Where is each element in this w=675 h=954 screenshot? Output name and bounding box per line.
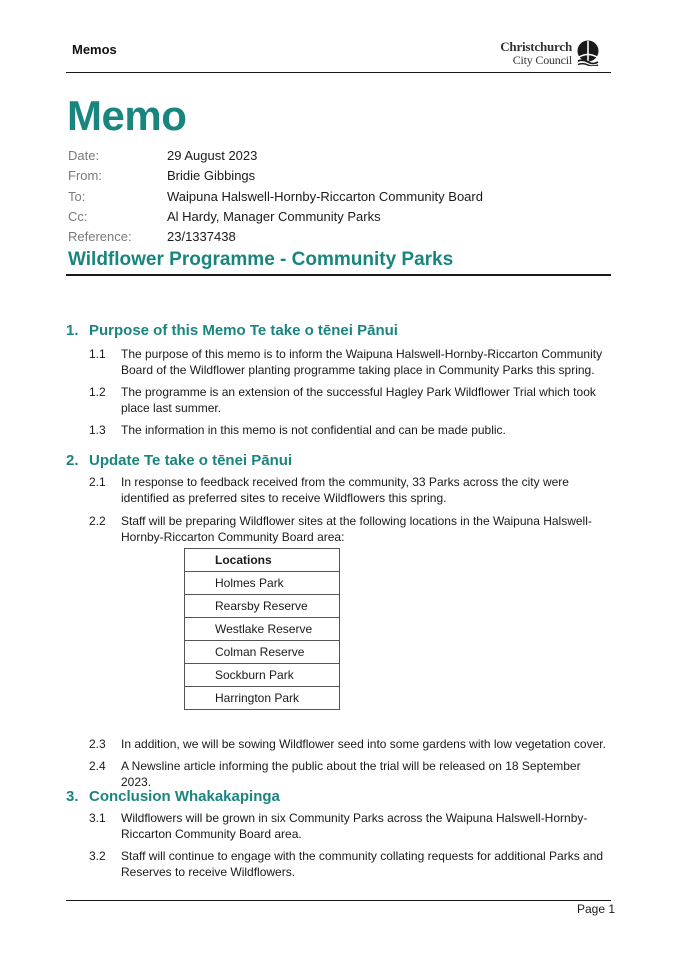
section-3-number: 3. [66, 788, 79, 805]
para-text: Staff will be preparing Wildflower sites at the following locations in the Waipuna Halswell-Hornby-Riccarton Community Board area: [121, 514, 592, 544]
header-label: Memos [72, 42, 117, 57]
meta-label-cc: Cc: [68, 209, 88, 224]
section-1-number: 1. [66, 322, 79, 339]
section-2-number: 2. [66, 452, 79, 469]
meta-value-reference: 23/1337438 [167, 229, 236, 244]
para-text: In response to feedback received from the community, 33 Parks across the city were identified as preferred sites to receive Wildflowers this spring. [121, 475, 569, 505]
para-number: 2.2 [89, 514, 106, 528]
table-row: Westlake Reserve [185, 618, 340, 641]
header-rule [66, 72, 611, 73]
para-text: In addition, we will be sowing Wildflower seed into some gardens with low vegetation cover. [121, 737, 606, 751]
para-text: A Newsline article informing the public about the trial will be released on 18 September 2023. [121, 759, 581, 789]
document-title: Wildflower Programme - Community Parks [68, 249, 454, 270]
logo-line1: Christchurch [500, 39, 572, 54]
para-number: 3.2 [89, 849, 106, 863]
footer-rule [66, 900, 611, 901]
meta-label-date: Date: [68, 148, 100, 163]
para-text: The programme is an extension of the successful Hagley Park Wildflower Trial which took place last summer. [121, 385, 596, 415]
table-row: Sockburn Park [185, 664, 340, 687]
meta-label-to: To: [68, 189, 86, 204]
meta-value-cc: Al Hardy, Manager Community Parks [167, 209, 381, 224]
para-number: 1.1 [89, 347, 106, 361]
para-number: 1.2 [89, 385, 106, 399]
para-number: 2.3 [89, 737, 106, 751]
para-number: 2.4 [89, 759, 106, 773]
locations-table [184, 548, 340, 710]
para-text: The purpose of this memo is to inform the Waipuna Halswell-Hornby-Riccarton Community Board of the Wildflower planting programme taking place in Community Parks this spring. [121, 347, 603, 377]
para-number: 2.1 [89, 475, 106, 489]
section-1-heading: Purpose of this Memo Te take o tēnei Pānui [89, 322, 398, 339]
para-text: The information in this memo is not confidential and can be made public. [121, 423, 506, 437]
meta-label-from: From: [68, 168, 102, 183]
para-text: Staff will continue to engage with the community collating requests for additional Parks and Reserves to receive Wildflowers. [121, 849, 604, 879]
para-text: Wildflowers will be grown in six Community Parks across the Waipuna Halswell-Hornby-Riccarton Community Board area. [121, 811, 588, 841]
locations-table-header: Locations [185, 549, 340, 572]
section-2-heading: Update Te take o tēnei Pānui [89, 452, 293, 469]
cathedral-emblem-icon [576, 40, 600, 66]
table-row: Rearsby Reserve [185, 595, 340, 618]
meta-value-to: Waipuna Halswell-Hornby-Riccarton Community Board [167, 189, 483, 204]
table-row: Holmes Park [185, 572, 340, 595]
memo-title: Memo [67, 92, 187, 139]
meta-value-from: Bridie Gibbings [167, 168, 256, 183]
section-3-heading: Conclusion Whakakapinga [89, 788, 280, 805]
meta-value-date: 29 August 2023 [167, 148, 258, 163]
council-logo [496, 40, 608, 68]
title-rule [66, 274, 611, 276]
para-number: 3.1 [89, 811, 106, 825]
meta-label-reference: Reference: [68, 229, 132, 244]
logo-line2: City Council [512, 53, 572, 67]
page-number: Page 1 [577, 902, 616, 916]
para-number: 1.3 [89, 423, 106, 437]
table-row: Harrington Park [185, 687, 340, 710]
table-row: Colman Reserve [185, 641, 340, 664]
